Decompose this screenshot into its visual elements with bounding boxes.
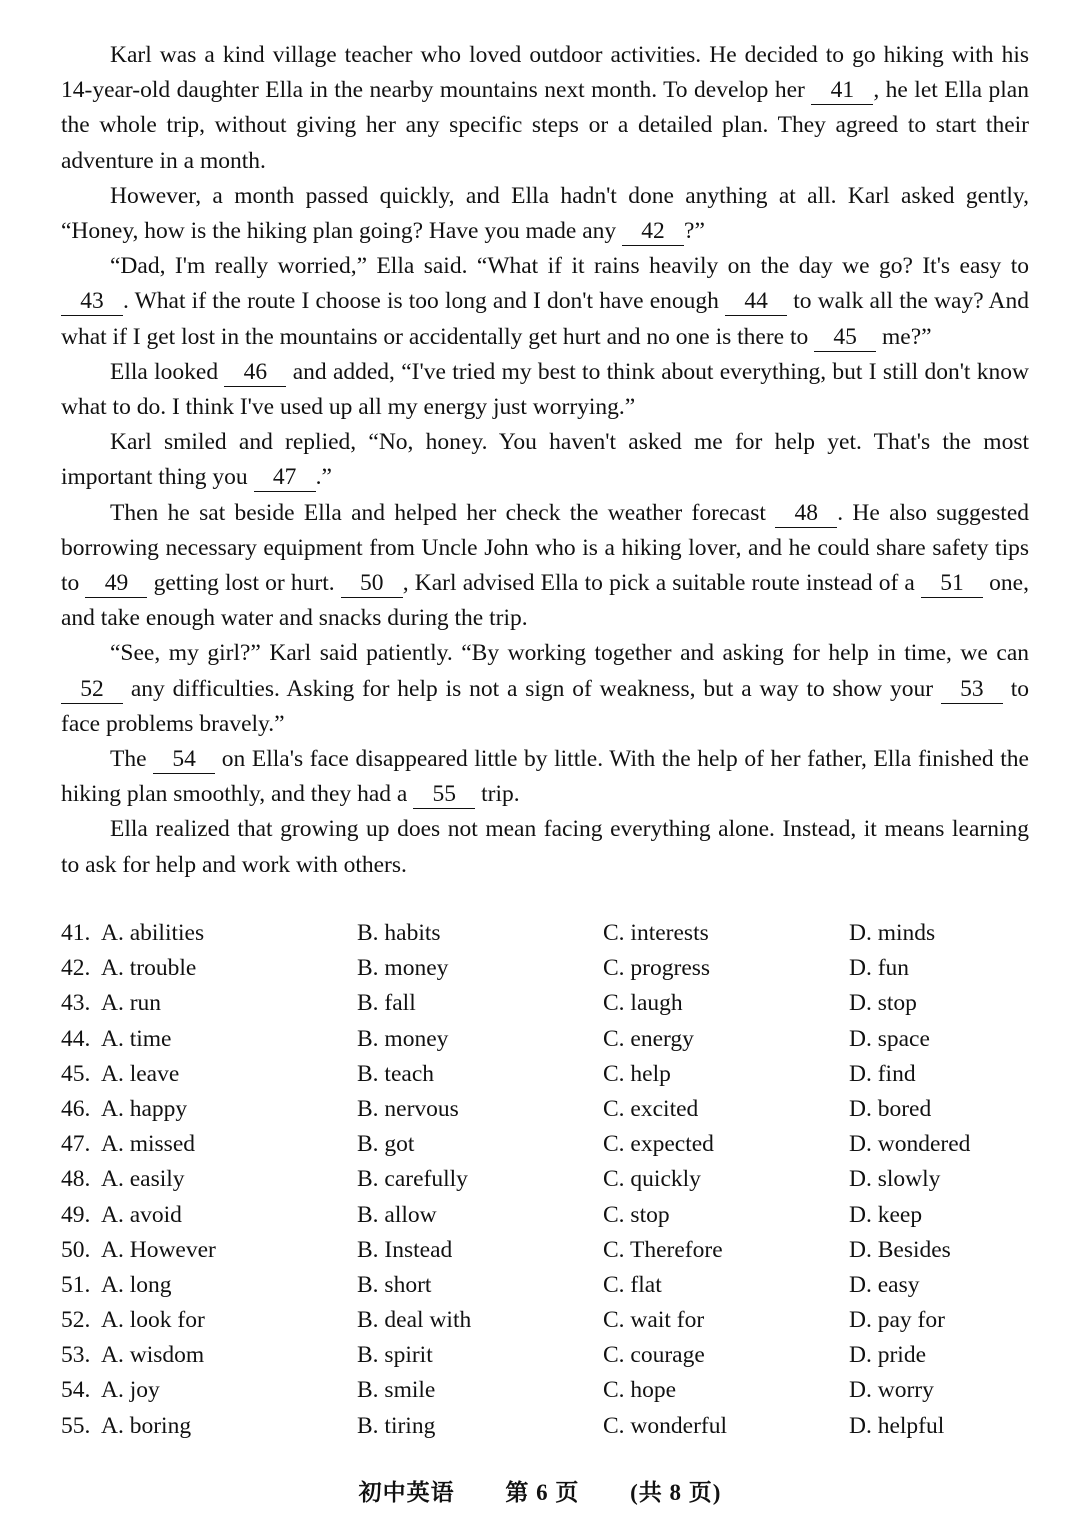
blank-48: 48	[775, 500, 837, 528]
footer-total-pages: (共 8 页)	[630, 1480, 722, 1505]
passage-text: to face problems bravely.”	[61, 675, 1029, 737]
question-54	[61, 1373, 1029, 1408]
question-number: 48.	[61, 1166, 91, 1193]
passage-text: However, a month passed quickly, and Ella hadn't done anything at all. Karl asked gently, “Honey, how is the hiking plan going? Have you made any	[61, 182, 1029, 245]
option-d: D. pride	[849, 1342, 927, 1369]
option-a: A. time	[101, 1025, 172, 1052]
passage-text: . What if the route I choose is too long and I don't have enough	[123, 288, 726, 315]
option-a: A. happy	[101, 1095, 188, 1122]
passage-paragraph	[61, 812, 1029, 882]
passage-text: trip.	[475, 781, 520, 808]
option-a: A. long	[101, 1271, 172, 1298]
option-d: D. Besides	[849, 1236, 951, 1263]
option-c: C. stop	[603, 1201, 670, 1228]
option-c: C. expected	[603, 1131, 714, 1158]
passage-paragraph	[61, 742, 1029, 812]
option-b: B. carefully	[357, 1166, 468, 1193]
question-50	[61, 1233, 1029, 1268]
option-c: C. quickly	[603, 1166, 701, 1193]
blank-45: 45	[814, 324, 876, 352]
passage-text: . He also suggested borrowing necessary equipment from Uncle John who is a hiking lover, and he could share safety tips to	[61, 499, 1029, 597]
question-number: 50.	[61, 1236, 91, 1263]
option-d: D. find	[849, 1060, 916, 1087]
passage-paragraph	[61, 249, 1029, 355]
question-55	[61, 1409, 1029, 1444]
option-c: C. energy	[603, 1025, 694, 1052]
option-b: B. short	[357, 1271, 432, 1298]
question-number: 45.	[61, 1060, 91, 1087]
passage-text: on Ella's face disappeared little by little. With the help of her father, Ella finished the hiking plan smoothly, and they had a	[61, 746, 1029, 808]
option-b: B. smile	[357, 1377, 436, 1404]
option-a: A. boring	[101, 1412, 192, 1439]
passage-paragraph	[61, 355, 1029, 425]
blank-50: 50	[341, 570, 403, 598]
option-d: D. stop	[849, 990, 917, 1017]
passage-text: “Dad, I'm really worried,” Ella said. “What if it rains heavily on the day we go? It's easy to	[110, 253, 1029, 280]
blank-52: 52	[61, 676, 123, 704]
option-d: D. keep	[849, 1201, 923, 1228]
blank-54: 54	[153, 746, 215, 774]
option-b: B. money	[357, 955, 449, 982]
passage-paragraph	[61, 496, 1029, 637]
blank-43: 43	[61, 288, 123, 316]
option-a: A. wisdom	[101, 1342, 205, 1369]
blank-49: 49	[85, 570, 147, 598]
option-b: B. nervous	[357, 1095, 459, 1122]
option-b: B. tiring	[357, 1412, 436, 1439]
passage-text: “See, my girl?” Karl said patiently. “By working together and asking for help in time, we can	[110, 640, 1029, 667]
blank-53: 53	[941, 676, 1003, 704]
question-number: 52.	[61, 1307, 91, 1334]
question-number: 54.	[61, 1377, 91, 1404]
blank-41: 41	[811, 77, 873, 105]
option-c: C. Therefore	[603, 1236, 723, 1263]
blank-44: 44	[725, 288, 787, 316]
passage-text: to walk all the way? And what if I get lost in the mountains or accidentally get hurt and no one is there to	[61, 288, 1029, 350]
question-number: 42.	[61, 955, 91, 982]
option-c: C. hope	[603, 1377, 677, 1404]
blank-51: 51	[921, 570, 983, 598]
option-a: A. look for	[101, 1307, 205, 1334]
cloze-passage	[61, 38, 1029, 883]
passage-paragraph	[61, 636, 1029, 742]
option-c: C. help	[603, 1060, 671, 1087]
question-49	[61, 1198, 1029, 1233]
option-c: C. excited	[603, 1095, 699, 1122]
footer-subject: 初中英语	[358, 1480, 455, 1505]
option-d: D. space	[849, 1025, 930, 1052]
option-d: D. wondered	[849, 1131, 971, 1158]
question-number: 44.	[61, 1025, 91, 1052]
passage-text: The	[110, 746, 154, 773]
option-b: B. allow	[357, 1201, 437, 1228]
option-a: A. leave	[101, 1060, 180, 1087]
option-a: A. abilities	[101, 920, 205, 946]
passage-text: , Karl advised Ella to pick a suitable route instead of a	[402, 570, 922, 597]
passage-paragraph	[61, 425, 1029, 495]
passage-text: Ella looked	[110, 358, 225, 385]
blank-46: 46	[224, 359, 286, 387]
question-number: 55.	[61, 1412, 91, 1439]
question-number: 43.	[61, 990, 91, 1017]
option-d: D. easy	[849, 1271, 920, 1298]
passage-paragraph	[61, 38, 1029, 179]
option-c: C. interests	[603, 920, 709, 946]
passage-text: Karl smiled and replied, “No, honey. You haven't asked me for help yet. That's the most important thing you	[61, 429, 1029, 491]
blank-55: 55	[413, 781, 475, 809]
blank-42: 42	[622, 218, 684, 246]
option-d: D. fun	[849, 955, 910, 982]
passage-text: Then he sat beside Ella and helped her check the weather forecast	[110, 499, 776, 526]
passage-paragraph	[61, 179, 1029, 249]
question-43	[61, 986, 1029, 1021]
option-a: A. easily	[101, 1166, 185, 1193]
option-a: A. However	[101, 1236, 216, 1263]
option-a: A. trouble	[101, 955, 197, 982]
question-number: 46.	[61, 1095, 91, 1122]
question-53	[61, 1338, 1029, 1373]
option-b: B. money	[357, 1025, 449, 1052]
question-number: 49.	[61, 1201, 91, 1228]
question-51	[61, 1268, 1029, 1303]
option-c: C. wait for	[603, 1307, 705, 1334]
option-b: B. teach	[357, 1060, 434, 1087]
question-number: 51.	[61, 1271, 91, 1298]
question-42	[61, 951, 1029, 986]
option-c: C. laugh	[603, 990, 683, 1017]
option-b: B. deal with	[357, 1307, 472, 1334]
question-number: 41.	[61, 920, 91, 946]
option-c: C. progress	[603, 955, 711, 982]
option-a: A. run	[101, 990, 162, 1017]
question-46	[61, 1092, 1029, 1127]
option-d: D. worry	[849, 1377, 934, 1404]
option-c: C. wonderful	[603, 1412, 728, 1439]
passage-text: me?”	[876, 323, 932, 350]
option-b: B. spirit	[357, 1342, 433, 1369]
passage-text: .”	[315, 464, 332, 491]
blank-47: 47	[254, 464, 316, 492]
option-b: B. got	[357, 1131, 415, 1158]
question-52	[61, 1303, 1029, 1338]
option-d: D. slowly	[849, 1166, 941, 1193]
option-b: B. Instead	[357, 1236, 453, 1263]
passage-text: getting lost or hurt.	[147, 570, 341, 597]
option-c: C. courage	[603, 1342, 705, 1369]
question-48	[61, 1162, 1029, 1197]
option-d: D. helpful	[849, 1412, 945, 1439]
option-a: A. missed	[101, 1131, 195, 1158]
question-44	[61, 1022, 1029, 1057]
question-45	[61, 1057, 1029, 1092]
passage-text: Ella realized that growing up does not mean facing everything alone. Instead, it means learning to ask for help and work with others.	[61, 816, 1029, 878]
passage-text: ?”	[684, 218, 705, 245]
page-footer	[0, 1474, 1080, 1507]
option-b: B. habits	[357, 920, 441, 946]
option-a: A. joy	[101, 1377, 160, 1404]
passage-text: , he let Ella plan the whole trip, without giving her any specific steps or a detailed plan. They agreed to start their adventure in a month.	[61, 77, 1029, 174]
option-d: D. bored	[849, 1095, 932, 1122]
passage-text: one, and take enough water and snacks during the trip.	[61, 570, 1029, 632]
passage-text: Karl was a kind village teacher who loved outdoor activities. He decided to go hiking with his 14-year-old daughter Ella in the nearby mountains next month. To develop her	[61, 42, 1029, 104]
question-41	[61, 916, 1029, 951]
option-a: A. avoid	[101, 1201, 182, 1228]
option-d: D. minds	[849, 920, 936, 946]
answer-options	[61, 916, 1029, 1444]
footer-page-number: 第 6 页	[505, 1480, 580, 1505]
question-47	[61, 1127, 1029, 1162]
option-c: C. flat	[603, 1271, 662, 1298]
passage-text: and added, “I've tried my best to think about everything, but I still don't know what to do. I think I've used up all my energy just worrying.”	[61, 358, 1029, 421]
option-b: B. fall	[357, 990, 416, 1017]
passage-text: any difficulties. Asking for help is not a sign of weakness, but a way to show your	[123, 675, 941, 702]
question-number: 47.	[61, 1131, 91, 1158]
option-d: D. pay for	[849, 1307, 945, 1334]
question-number: 53.	[61, 1342, 91, 1369]
